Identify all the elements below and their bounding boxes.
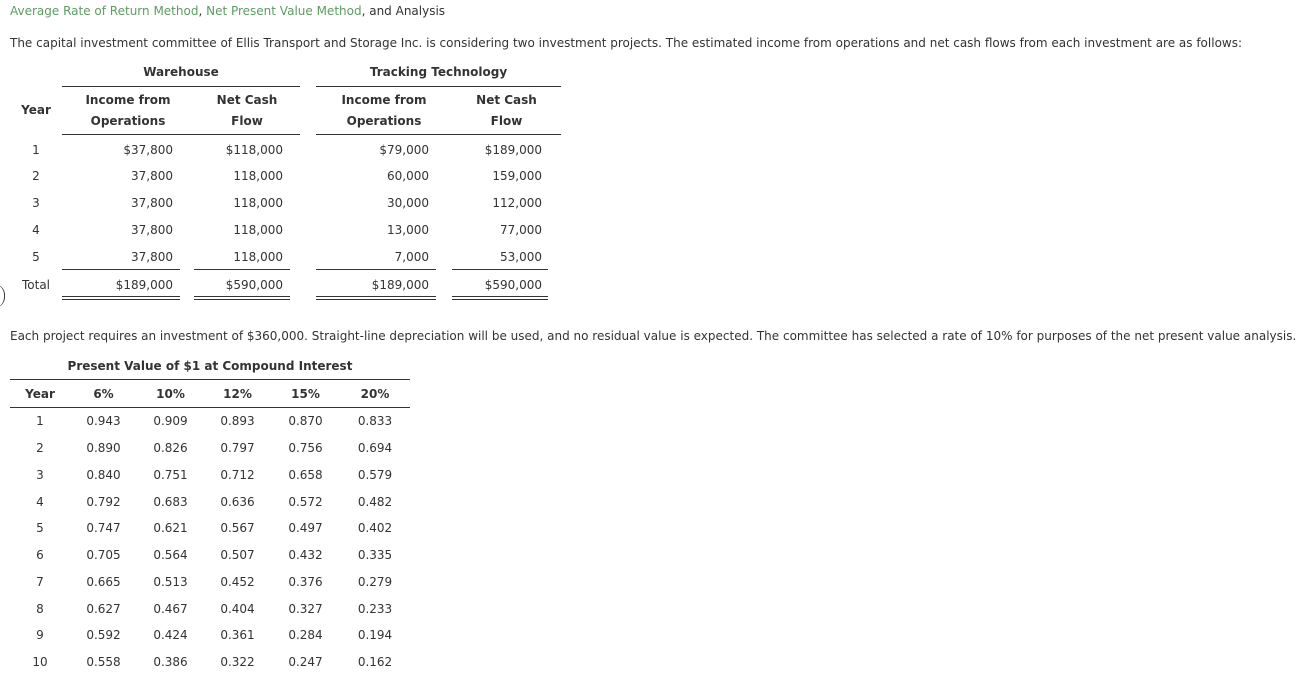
pv-cell-rate-12: 0.322 [220, 655, 255, 669]
tracking-header-rule [316, 86, 561, 87]
pv-cell-year: 3 [36, 468, 44, 482]
warehouse-cash-cell: 118,000 [233, 250, 283, 264]
pv-cell-rate-15: 0.327 [288, 602, 323, 616]
pv-cell-rate-6: 0.705 [86, 548, 121, 562]
year-cell: 2 [32, 169, 40, 183]
pv-header-year: Year [25, 387, 55, 401]
warehouse-income-cell: 37,800 [131, 169, 173, 183]
pv-cell-rate-10: 0.513 [153, 575, 188, 589]
pv-cell-year: 9 [36, 628, 44, 642]
pv-cell-year: 5 [36, 521, 44, 535]
subtotal-rule [316, 269, 436, 270]
pv-cell-rate-6: 0.665 [86, 575, 121, 589]
pv-cell-rate-12: 0.404 [220, 602, 255, 616]
pv-cell-year: 7 [36, 575, 44, 589]
pv-cell-rate-15: 0.247 [288, 655, 323, 669]
warehouse-header: Warehouse [143, 65, 219, 79]
pv-cell-rate-10: 0.621 [153, 521, 188, 535]
pv-cell-year: 4 [36, 495, 44, 509]
year-cell: 4 [32, 223, 40, 237]
pv-cell-rate-20: 0.402 [357, 521, 393, 535]
pv-cell-rate-6: 0.792 [86, 495, 121, 509]
investment-paragraph: Each project requires an investment of $360,000. Straight-line depreciation will be used, and no residual value is expected. The committee has selected a rate of 10% for purposes of the net present value analysis. [10, 329, 1297, 343]
subtotal-rule [452, 269, 548, 270]
pv-cell-rate-6: 0.558 [86, 655, 121, 669]
total-double-rule [452, 296, 548, 300]
tracking-income-header-line2: Operations [346, 114, 422, 128]
tracking-cash-cell: 159,000 [492, 169, 542, 183]
pv-cell-rate-15: 0.432 [288, 548, 323, 562]
year-cell: 3 [32, 196, 40, 210]
tracking-technology-header: Tracking Technology [369, 65, 508, 79]
warehouse-cash-total: $590,000 [225, 278, 283, 292]
tracking-cash-cell: 77,000 [500, 223, 542, 237]
warehouse-income-header-line2: Operations [90, 114, 166, 128]
tracking-income-cell: 13,000 [387, 223, 429, 237]
pv-header-rate-20: 20% [360, 387, 390, 401]
pv-cell-year: 10 [32, 655, 48, 669]
tracking-income-cell: $79,000 [379, 143, 429, 157]
tracking-cash-cell: $189,000 [484, 143, 542, 157]
tracking-income-cell: 60,000 [387, 169, 429, 183]
pv-cell-rate-6: 0.943 [86, 414, 121, 428]
pv-header-rate-6: 6% [93, 387, 114, 401]
pv-cell-rate-20: 0.694 [357, 441, 393, 455]
warehouse-cash-header-line1: Net Cash [216, 93, 278, 107]
intro-paragraph: The capital investment committee of Ellis Transport and Storage Inc. is considering two investment projects. The estimated income from operations and net cash flows from each investment are as follows: [10, 36, 1243, 50]
warehouse-income-cell: 37,800 [131, 196, 173, 210]
warehouse-cash-cell: $118,000 [225, 143, 283, 157]
pv-cell-rate-10: 0.564 [153, 548, 188, 562]
pv-cell-rate-12: 0.452 [220, 575, 255, 589]
warehouse-income-header-line1: Income from [85, 93, 171, 107]
warehouse-column-rule [62, 134, 300, 135]
pv-cell-rate-6: 0.747 [86, 521, 121, 535]
pv-header-rate-15: 15% [291, 387, 320, 401]
pv-cell-rate-12: 0.797 [220, 441, 255, 455]
pv-cell-rate-15: 0.870 [288, 414, 323, 428]
left-bracket-mark [0, 284, 5, 308]
warehouse-income-cell: 37,800 [131, 223, 173, 237]
pv-cell-rate-20: 0.279 [357, 575, 393, 589]
pv-cell-rate-10: 0.386 [153, 655, 188, 669]
pv-cell-rate-10: 0.751 [153, 468, 188, 482]
link-average-rate-of-return[interactable]: Average Rate of Return Method [10, 4, 199, 18]
total-double-rule [316, 296, 436, 300]
pv-cell-rate-12: 0.507 [220, 548, 255, 562]
title-tail: , and Analysis [361, 4, 446, 18]
pv-cell-rate-10: 0.467 [153, 602, 188, 616]
pv-cell-year: 1 [36, 414, 44, 428]
pv-cell-year: 6 [36, 548, 44, 562]
pv-header-rate-10: 10% [156, 387, 185, 401]
pv-cell-rate-15: 0.284 [288, 628, 323, 642]
pv-cell-rate-12: 0.567 [220, 521, 255, 535]
pv-cell-rate-15: 0.376 [288, 575, 323, 589]
pv-cell-rate-6: 0.840 [86, 468, 121, 482]
warehouse-cash-header-line2: Flow [231, 114, 263, 128]
pv-cell-rate-12: 0.636 [220, 495, 255, 509]
tracking-cash-cell: 53,000 [500, 250, 542, 264]
tracking-cash-cell: 112,000 [492, 196, 542, 210]
pv-cell-year: 8 [36, 602, 44, 616]
tracking-income-cell: 7,000 [394, 250, 429, 264]
total-label: Total [21, 278, 51, 292]
tracking-income-total: $189,000 [371, 278, 429, 292]
pv-cell-rate-12: 0.893 [220, 414, 255, 428]
warehouse-income-cell: $37,800 [123, 143, 173, 157]
warehouse-income-cell: 37,800 [131, 250, 173, 264]
pv-cell-rate-10: 0.826 [153, 441, 188, 455]
pv-table-title: Present Value of $1 at Compound Interest [67, 359, 353, 373]
warehouse-cash-cell: 118,000 [233, 169, 283, 183]
pv-cell-rate-15: 0.756 [288, 441, 323, 455]
pv-cell-rate-6: 0.890 [86, 441, 121, 455]
pv-cell-rate-20: 0.579 [357, 468, 393, 482]
title-separator: , [198, 4, 207, 18]
total-double-rule [62, 296, 180, 300]
link-net-present-value[interactable]: Net Present Value Method [206, 4, 362, 18]
pv-cell-rate-12: 0.361 [220, 628, 255, 642]
tracking-income-cell: 30,000 [387, 196, 429, 210]
subtotal-rule [62, 269, 180, 270]
tracking-column-rule [316, 134, 561, 135]
pv-cell-rate-6: 0.627 [86, 602, 121, 616]
page-title [10, 4, 445, 18]
tracking-income-header-line1: Income from [341, 93, 427, 107]
warehouse-cash-cell: 118,000 [233, 223, 283, 237]
year-column-header: Year [21, 103, 51, 117]
tracking-cash-total: $590,000 [484, 278, 542, 292]
warehouse-header-rule [62, 86, 300, 87]
pv-cell-rate-20: 0.233 [357, 602, 393, 616]
tracking-cash-header-line1: Net Cash [476, 93, 537, 107]
pv-cell-rate-10: 0.909 [153, 414, 188, 428]
warehouse-cash-cell: 118,000 [233, 196, 283, 210]
pv-cell-rate-6: 0.592 [86, 628, 121, 642]
tracking-cash-header-line2: Flow [490, 114, 523, 128]
warehouse-income-total: $189,000 [115, 278, 173, 292]
pv-cell-rate-20: 0.833 [357, 414, 393, 428]
year-cell: 1 [32, 143, 40, 157]
subtotal-rule [194, 269, 290, 270]
pv-title-rule [10, 379, 410, 380]
pv-cell-year: 2 [36, 441, 44, 455]
pv-header-rule [10, 407, 410, 408]
pv-cell-rate-20: 0.482 [357, 495, 393, 509]
total-double-rule [194, 296, 290, 300]
pv-cell-rate-20: 0.162 [357, 655, 393, 669]
pv-cell-rate-15: 0.658 [288, 468, 323, 482]
pv-cell-rate-10: 0.424 [153, 628, 188, 642]
pv-cell-rate-15: 0.497 [288, 521, 323, 535]
pv-cell-rate-12: 0.712 [220, 468, 255, 482]
pv-cell-rate-10: 0.683 [153, 495, 188, 509]
pv-cell-rate-15: 0.572 [288, 495, 323, 509]
pv-cell-rate-20: 0.335 [357, 548, 393, 562]
pv-cell-rate-20: 0.194 [357, 628, 393, 642]
year-cell: 5 [32, 250, 40, 264]
pv-header-rate-12: 12% [223, 387, 252, 401]
